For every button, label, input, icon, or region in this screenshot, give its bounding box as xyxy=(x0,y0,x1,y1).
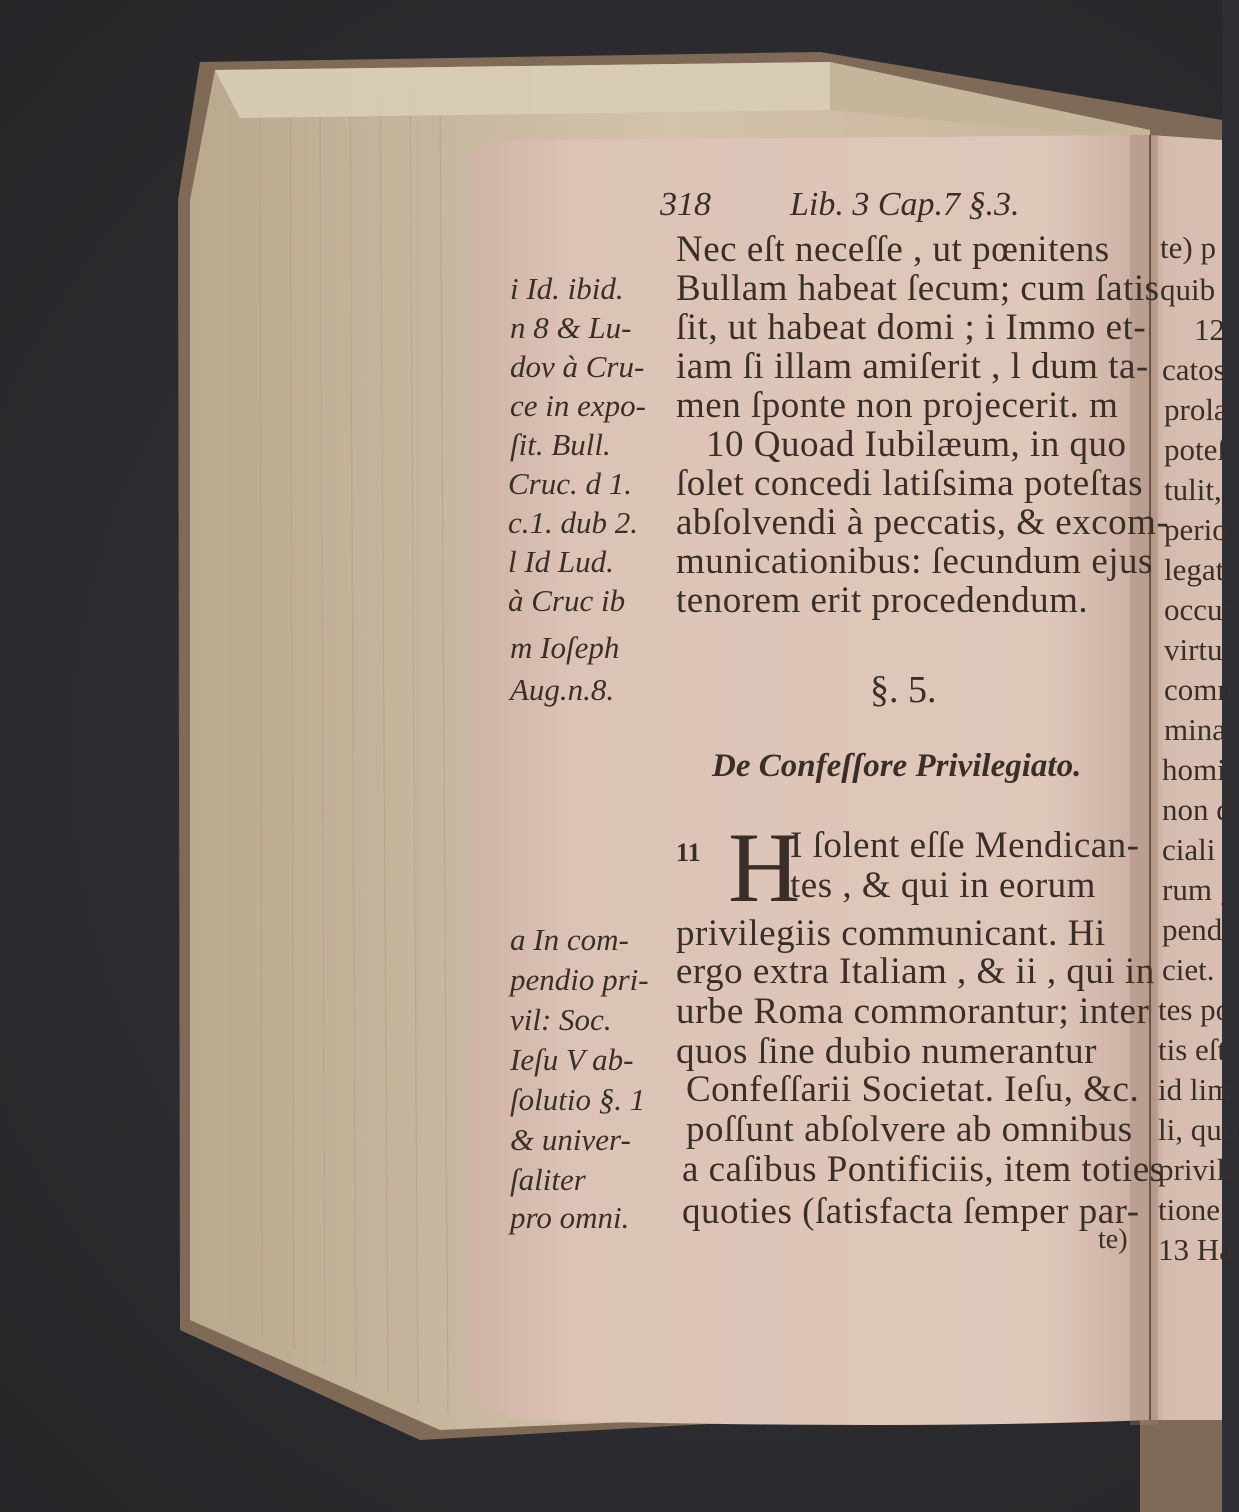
fragment: virtu xyxy=(1164,632,1223,667)
catchword: te) xyxy=(1098,1224,1128,1255)
body-line: Nec eſt neceſſe , ut pœnitens xyxy=(676,229,1110,270)
fragment: legat xyxy=(1164,552,1225,587)
fragment: catos xyxy=(1162,352,1226,387)
fragment: pend. xyxy=(1162,912,1231,947)
body-line: Confeſſarii Societat. Ieſu, &c. xyxy=(686,1069,1140,1110)
body-line: ergo extra Italiam , & ii , qui in xyxy=(676,951,1155,992)
margin-note: ſit. Bull. xyxy=(510,427,611,462)
paragraph-number: 11 xyxy=(676,838,701,867)
fragment: 12 xyxy=(1194,312,1225,347)
drop-line: tes , & qui in eorum xyxy=(790,865,1096,906)
section-title: De Confeſſore Privilegiato. xyxy=(712,748,1082,784)
margin-note: Cruc. d 1. xyxy=(508,466,632,501)
fragment: tes po xyxy=(1158,992,1232,1027)
margin-note: c.1. dub 2. xyxy=(508,505,639,540)
facing-page-fragments xyxy=(1158,0,1239,1512)
margin-note: & univer- xyxy=(510,1122,631,1157)
fragment: 13 Ha xyxy=(1158,1232,1233,1267)
drop-line: I ſolent eſſe Mendican- xyxy=(790,825,1140,866)
fragment: tulit, xyxy=(1164,472,1222,507)
fragment: quib xyxy=(1160,272,1216,307)
margin-note: à Cruc ib xyxy=(508,583,626,618)
fragment: comn xyxy=(1164,672,1233,707)
margin-note: ſaliter xyxy=(510,1162,586,1197)
body-line: Bullam habeat ſecum; cum ſatis xyxy=(676,268,1160,309)
margin-note: pendio pri- xyxy=(510,962,649,997)
body-line: ſit, ut habeat domi ; i Immo et- xyxy=(676,307,1147,348)
margin-note: dov à Cru- xyxy=(510,349,645,384)
body-line: urbe Roma commorantur; inter xyxy=(676,991,1150,1032)
body-line: municationibus: ſecundum ejus xyxy=(676,541,1153,582)
drop-cap: H xyxy=(728,812,801,923)
fragment: te) p xyxy=(1160,230,1216,265)
fragment: rum ; xyxy=(1162,872,1229,907)
margin-note: i Id. ibid. xyxy=(510,271,624,306)
section-mark: §. 5. xyxy=(870,669,937,711)
body-line: a caſibus Pontificiis, item toties xyxy=(682,1149,1165,1190)
body-line: poſſunt abſolvere ab omnibus xyxy=(686,1109,1133,1150)
body-line: ſolet concedi latiſsima poteſtas xyxy=(676,463,1144,504)
fragment: li, quo xyxy=(1158,1112,1238,1147)
fragment: tis eſt, xyxy=(1158,1032,1234,1067)
body-line: 10 Quoad Iubilæum, in quo xyxy=(706,424,1127,465)
body-line: tenorem erit procedendum. xyxy=(676,580,1089,621)
margin-note: l Id Lud. xyxy=(508,544,614,579)
margin-note: vil: Soc. xyxy=(510,1002,612,1037)
fragment: tione xyxy=(1158,1192,1220,1227)
margin-note: n 8 & Lu- xyxy=(510,310,632,345)
fragment: homi xyxy=(1162,752,1226,787)
body-line: privilegiis communicant. Hi xyxy=(676,913,1106,954)
margin-note: a In com- xyxy=(510,922,629,957)
margin-note: Ieſu V ab- xyxy=(510,1042,634,1077)
body-line: quos ſine dubio numerantur xyxy=(676,1031,1097,1072)
margin-note: Aug.n.8. xyxy=(510,672,615,707)
margin-note: pro omni. xyxy=(510,1200,630,1235)
margin-note: ſolutio §. 1 xyxy=(510,1082,646,1117)
fragment: ciali xyxy=(1162,832,1216,867)
running-head: Lib. 3 Cap.7 §.3. xyxy=(790,186,1020,223)
fragment: privile xyxy=(1158,1152,1239,1187)
body-line: iam ſi illam amiſerit , l dum ta- xyxy=(676,346,1149,387)
fragment: non d xyxy=(1162,792,1232,827)
fragment: mina xyxy=(1164,712,1226,747)
margin-note: m Ioſeph xyxy=(510,630,620,665)
fragment: ciet. xyxy=(1162,952,1215,987)
page-number: 318 xyxy=(660,186,711,223)
fragment: occur xyxy=(1164,592,1233,627)
body-line: men ſponte non projecerit. m xyxy=(676,385,1119,426)
fragment: id lim xyxy=(1158,1072,1232,1107)
body-line: quoties (ſatisfacta ſemper par- xyxy=(682,1191,1140,1232)
fragment: poteſ xyxy=(1164,432,1226,467)
margin-note: ce in expo- xyxy=(510,388,646,423)
fragment: perio xyxy=(1164,512,1228,547)
fragment: prola xyxy=(1164,392,1228,427)
body-line: abſolvendi à peccatis, & excom- xyxy=(676,502,1170,543)
